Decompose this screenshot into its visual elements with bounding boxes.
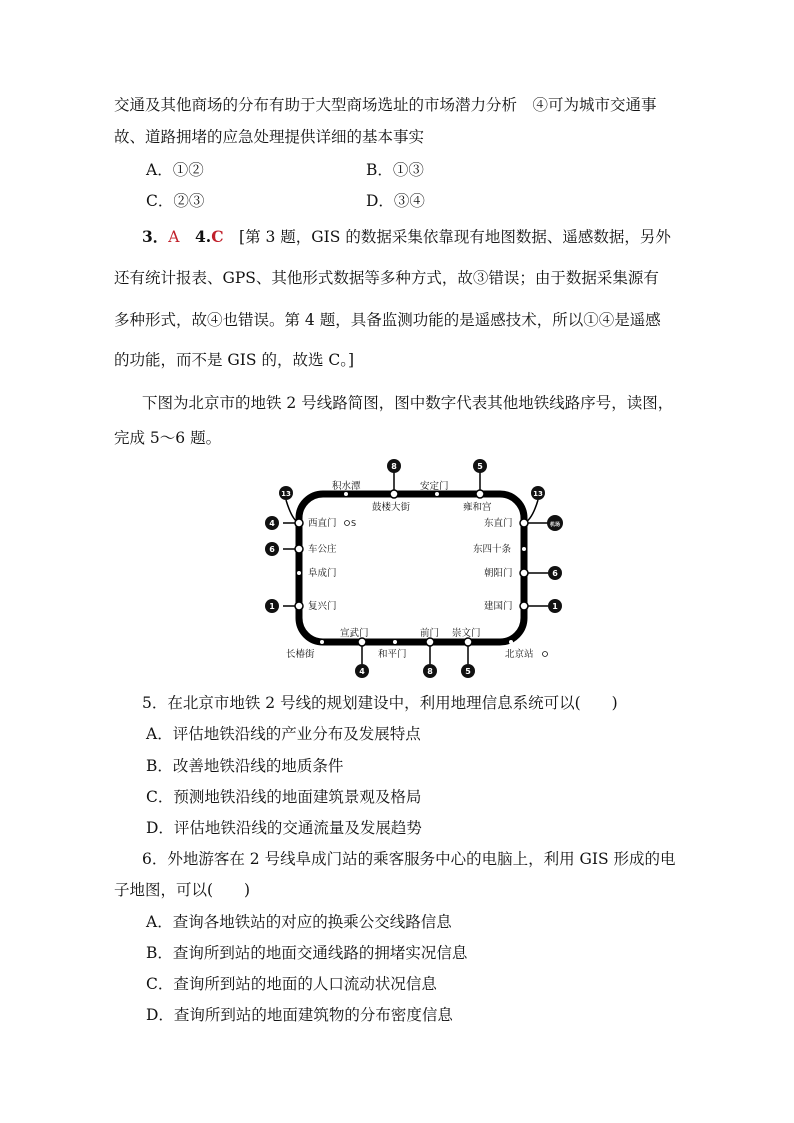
station-label: 雍和宫 (463, 502, 492, 513)
q6-stem-line-2: 子地图，可以( ) (114, 881, 251, 899)
answer-line-1: 3．A 4.C [第 3 题，GIS 的数据采集依靠现有地图数据、遥感数据，另外 (142, 227, 671, 246)
station-label: 西直门 (308, 518, 337, 529)
station-label: 长椿街 (286, 649, 315, 660)
prev-option-b: B．①③ (366, 161, 424, 179)
q6-option-a: A．查询各地铁站的对应的换乘公交线路信息 (146, 913, 452, 931)
station-label: 东四十条 (473, 544, 512, 555)
answer-line-3: 多种形式，故④也错误。第 4 题，具备监测功能的是遥感技术，所以①④是遥感 (114, 311, 661, 329)
line-badge: 13 (533, 490, 543, 498)
prev-text-line-1: 交通及其他商场的分布有助于大型商场选址的市场潜力分析 ④可为城市交通事 (114, 96, 657, 114)
q6-option-b: B．查询所到站的地面交通线路的拥堵实况信息 (146, 944, 468, 962)
subway-line-2-map (250, 455, 580, 685)
line-badge: 8 (391, 462, 397, 471)
prev-option-a: A．①② (146, 161, 204, 179)
intro-line-1: 下图为北京市的地铁 2 号线路简图，图中数字代表其他地铁线路序号，读图， (142, 394, 674, 412)
station-label: 和平门 (378, 649, 407, 660)
q6-option-d: D．查询所到站的地面建筑物的分布密度信息 (146, 1006, 453, 1024)
line-badge: 6 (552, 569, 558, 578)
station-label: 前门 (420, 628, 440, 639)
station-label: 积水潭 (332, 481, 361, 492)
line-badge: 6 (269, 545, 275, 554)
rail-icon: S (351, 519, 357, 528)
q6-stem-line-1: 6．外地游客在 2 号线阜成门站的乘客服务中心的电脑上，利用 GIS 形成的电 (142, 850, 676, 868)
line-badge: 4 (269, 519, 275, 528)
station-label: 阜成门 (308, 568, 337, 579)
transfer-icon (543, 652, 548, 657)
line-badge: 8 (427, 667, 433, 676)
answer-line-2: 还有统计报表、GPS、其他形式数据等多种方式，故③错误；由于数据采集源有 (114, 269, 659, 287)
station-label: 北京站 (505, 649, 534, 660)
line-badge: 5 (465, 667, 471, 676)
station-label: 车公庄 (308, 544, 337, 555)
q5-option-a: A．评估地铁沿线的产业分布及发展特点 (146, 725, 421, 743)
q5-option-c: C．预测地铁沿线的地面建筑景观及格局 (146, 788, 422, 806)
q5-option-d: D．评估地铁沿线的交通流量及发展趋势 (146, 819, 422, 837)
station-label: 东直门 (484, 518, 513, 529)
line-badge: 4 (359, 667, 365, 676)
station-label: 安定门 (420, 481, 449, 492)
answer-line-4: 的功能，而不是 GIS 的，故选 C。] (114, 351, 355, 369)
line-badge: 机场 (549, 522, 561, 528)
line-badge: 1 (552, 602, 558, 611)
q5-stem: 5．在北京市地铁 2 号线的规划建设中，利用地理信息系统可以( ) (142, 694, 618, 712)
station-label: 朝阳门 (484, 568, 513, 579)
q6-option-c: C．查询所到站的地面的人口流动状况信息 (146, 975, 437, 993)
station-label: 鼓楼大街 (372, 502, 411, 513)
line-badge: 5 (477, 462, 483, 471)
station-label: 复兴门 (308, 601, 337, 612)
prev-option-d: D．③④ (366, 192, 425, 210)
answer-4: C (211, 227, 224, 246)
answer-3: A (168, 228, 180, 246)
station-label: 崇文门 (452, 628, 481, 639)
station-label: 宣武门 (340, 628, 369, 639)
line-badge: 1 (269, 602, 275, 611)
prev-text-line-2: 故、道路拥堵的应急处理提供详细的基本事实 (114, 128, 425, 146)
q5-option-b: B．改善地铁沿线的地质条件 (146, 757, 344, 775)
transfer-icon (345, 521, 350, 526)
station-label: 建国门 (484, 601, 513, 612)
prev-option-c: C．②③ (146, 192, 205, 210)
intro-line-2: 完成 5～6 题。 (114, 429, 222, 447)
line-badge: 13 (281, 490, 291, 498)
